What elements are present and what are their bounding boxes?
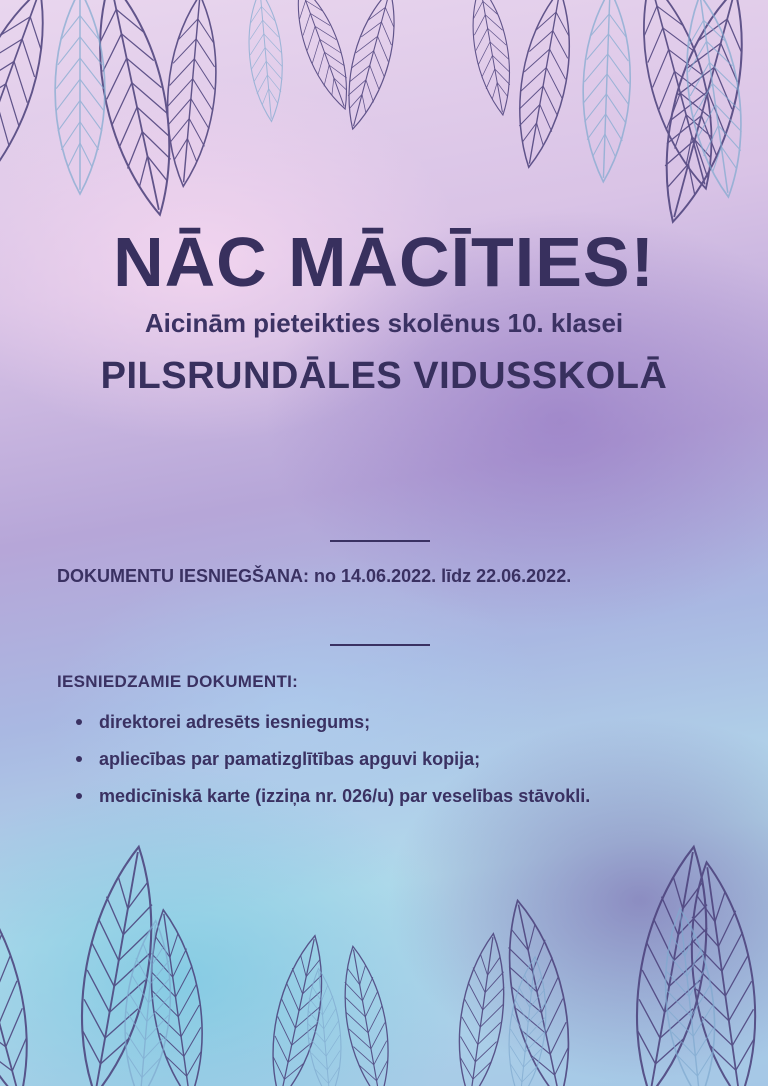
bullet-icon	[76, 793, 82, 799]
poster-title: NĀC MĀCĪTIES!	[113, 223, 655, 301]
list-item-text: direktorei adresēts iesniegums;	[99, 712, 371, 732]
list-item	[72, 707, 712, 744]
list-item-text: apliecības par pamatizglītības apguvi kopija;	[99, 749, 481, 769]
submission-dates	[57, 566, 737, 587]
documents-heading: IESNIEDZAMIE DOKUMENTI:	[57, 672, 299, 691]
list-item	[72, 744, 712, 781]
school-name: PILSRUNDĀLES VIDUSSKOLĀ	[100, 355, 668, 397]
documents-list	[72, 707, 712, 818]
list-item	[72, 781, 712, 818]
divider-top	[330, 540, 430, 542]
poster-subtitle: Aicinām pieteikties skolēnus 10. klasei	[144, 308, 624, 338]
submission-period: no 14.06.2022. līdz 22.06.2022.	[314, 566, 572, 586]
bullet-icon	[76, 756, 82, 762]
submission-label: DOKUMENTU IESNIEGŠANA:	[57, 566, 310, 586]
list-item-text: medicīniskā karte (izziņa nr. 026/u) par veselības stāvokli.	[99, 786, 591, 806]
bullet-icon	[76, 719, 82, 725]
divider-bottom	[330, 644, 430, 646]
